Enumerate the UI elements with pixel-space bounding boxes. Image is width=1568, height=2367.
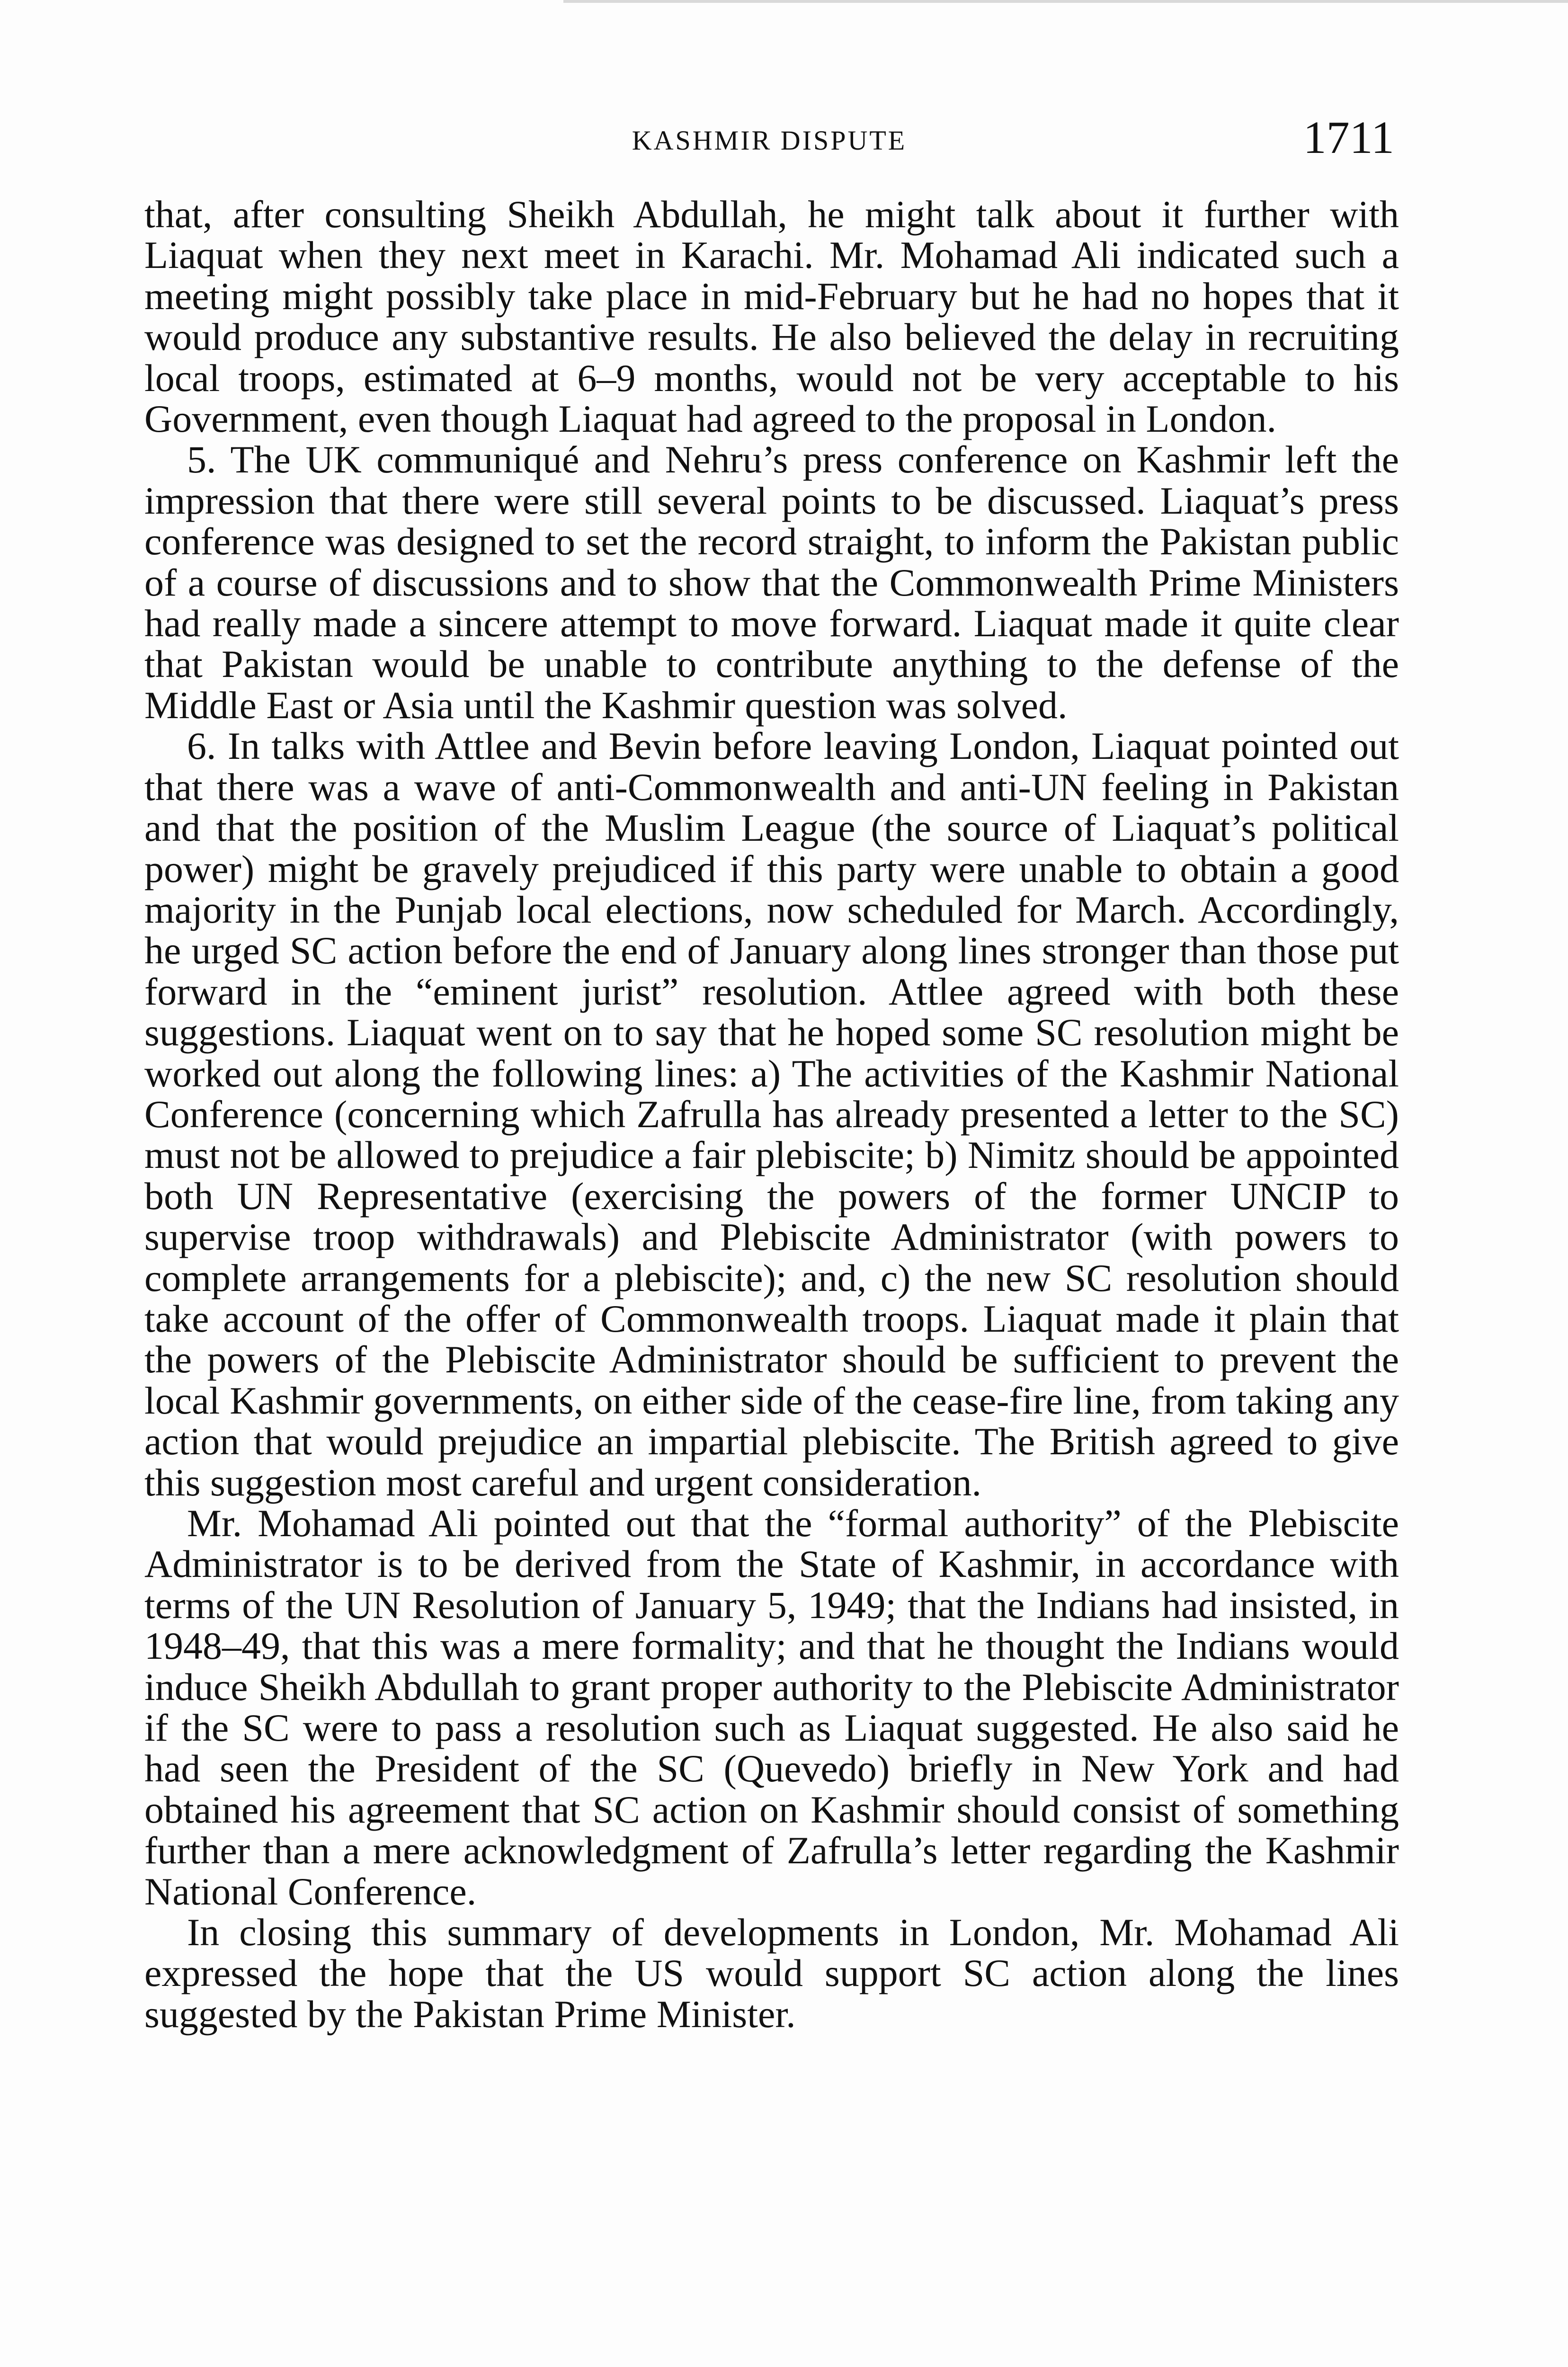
paragraph-6: 6. In talks with Attlee and Bevin before leaving London, Liaquat pointed out that there was a wave of anti-Commonwealth and anti-UN feeling in Pakistan and that the position of the Muslim League (the source of Liaquat’s political power) might be gravely prejudiced if this party were unable to obtain a good majority in the Punjab local elections, now scheduled for March. Accordingly, he urged SC action before the end of January along lines stronger than those put forward in the “eminent jurist” resolution. Attlee agreed with both these suggestions. Liaquat went on to say that he hoped some SC resolution might be worked out along the following lines: a) The activities of the Kashmir National Conference (concerning which Zafrulla has already presented a letter to the SC) must not be allowed to prejudice a fair plebiscite; b) Nimitz should be appointed both UN Representative (exercising the powers of the former UNCIP to supervise troop withdrawals) and Plebiscite Administrator (with powers to complete arrangements for a plebiscite); and, c) the new SC resolution should take account of the offer of Commonwealth troops. Liaquat made it plain that the powers of the Plebiscite Administrator should be sufficient to prevent the local Kashmir governments, on either side of the cease-fire line, from taking any action that would prejudice an impartial plebiscite. The British agreed to give this suggestion most careful and urgent consideration.	[144, 724, 1399, 1504]
page-number: 1711	[1303, 112, 1394, 163]
paragraph-formal-authority: Mr. Mohamad Ali pointed out that the “formal authority” of the Plebiscite Administrator is to be derived from the State of Kashmir, in accordance with terms of the UN Resolution of January 5, 1949; that the Indians had insisted, in 1948–49, that this was a mere formality; and that he thought the Indians would induce Sheikh Abdullah to grant proper authority to the Plebiscite Administrator if the SC were to pass a resolution such as Liaquat suggested. He also said he had seen the President of the SC (Quevedo) briefly in New York and had obtained his agreement that SC action on Kashmir should consist of something further than a mere acknowledgment of Zafrulla’s letter regarding the Kashmir National Conference.	[144, 1502, 1399, 1913]
running-head: KASHMIR DISPUTE	[632, 125, 907, 156]
body-text	[144, 194, 1399, 2035]
paragraph-continuation: that, after consulting Sheikh Abdullah, he might talk about it further with Liaquat when they next meet in Karachi. Mr. Mohamad Ali indicated such a meeting might possibly take place in mid-February but he had no hopes that it would produce any substantive results. He also believed the delay in recruiting local troops, estimated at 6–9 months, would not be very acceptable to his Government, even though Liaquat had agreed to the proposal in London.	[144, 193, 1399, 441]
paragraph-closing: In closing this summary of developments in London, Mr. Mohamad Ali expressed the hope that the US would support SC action along the lines suggested by the Pakistan Prime Minister.	[144, 1911, 1399, 2036]
top-edge-rule	[563, 0, 1568, 3]
page-header	[144, 111, 1394, 163]
paragraph-5: 5. The UK communiqué and Nehru’s press conference on Kashmir left the impression that there were still several points to be discussed. Liaquat’s press conference was designed to set the record straight, to inform the Pakistan public of a course of discussions and to show that the Commonwealth Prime Ministers had really made a sincere attempt to move forward. Liaquat made it quite clear that Pakistan would be unable to contribute anything to the defense of the Middle East or Asia until the Kashmir question was solved.	[144, 438, 1399, 727]
